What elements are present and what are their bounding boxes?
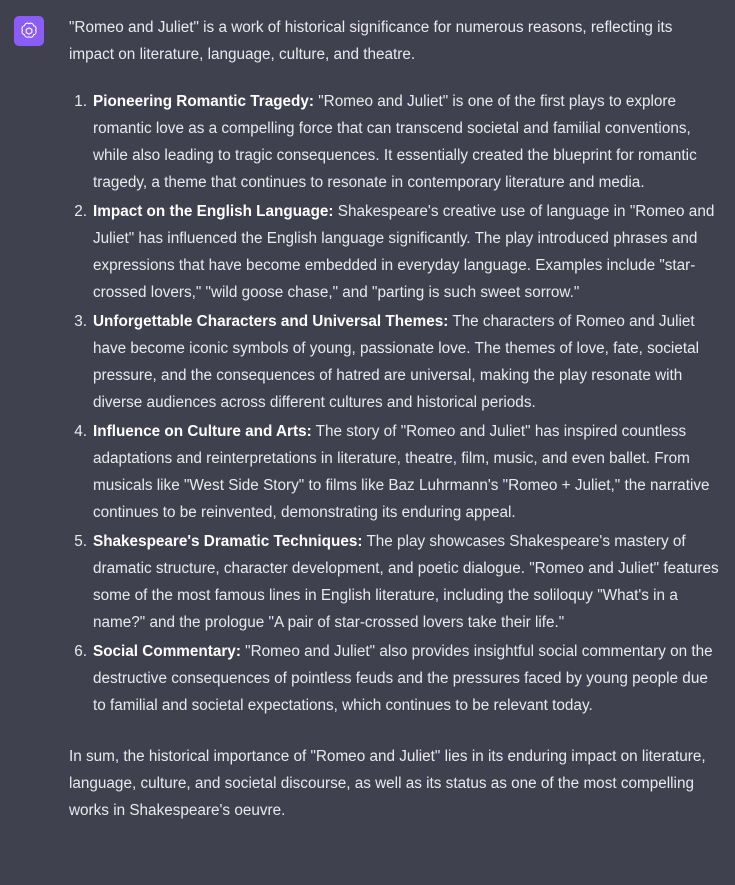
list-item-text: The characters of Romeo and Juliet have become iconic symbols of young, passionate love. The themes of love, fate, societal pressure, and the consequences of hatred are universal, making the play resonate with diverse audiences across different cultures and historical periods.: [93, 313, 699, 411]
points-list: [69, 88, 721, 719]
message-content: [69, 14, 721, 824]
list-item-lead: Shakespeare's Dramatic Techniques:: [93, 533, 363, 550]
list-item-lead: Unforgettable Characters and Universal Themes:: [93, 313, 449, 330]
summary-paragraph: In sum, the historical importance of "Romeo and Juliet" lies in its enduring impact on literature, language, culture, and societal discourse, as well as its status as one of the most compelling works in Shakespeare's oeuvre.: [69, 748, 706, 819]
assistant-avatar: [14, 16, 44, 46]
list-item-lead: Social Commentary:: [93, 643, 241, 660]
intro-paragraph: "Romeo and Juliet" is a work of historical significance for numerous reasons, reflecting its impact on literature, language, culture, and theatre.: [69, 19, 673, 63]
list-item-text: "Romeo and Juliet" is one of the first plays to explore romantic love as a compelling force that can transcend societal and familial conventions, while also leading to tragic consequences. It essentially created the blueprint for romantic tragedy, a theme that continues to resonate in contemporary literature and media.: [93, 93, 697, 191]
list-item: [91, 308, 721, 416]
list-item-text: Shakespeare's creative use of language in "Romeo and Juliet" has influenced the English language significantly. The play introduced phrases and expressions that have become embedded in everyday language. Examples include "star-crossed lovers," "wild goose chase," and "parting is such sweet sorrow.": [93, 203, 715, 301]
list-item-text: The play showcases Shakespeare's mastery of dramatic structure, character development, and poetic dialogue. "Romeo and Juliet" features some of the most famous lines in English literature, including the soliloquy "What's in a name?" and the prologue "A pair of star-crossed lovers take their life.": [93, 533, 719, 631]
list-item: [91, 638, 721, 719]
list-item: [91, 88, 721, 196]
openai-logo-icon: [19, 21, 39, 41]
list-item-lead: Influence on Culture and Arts:: [93, 423, 312, 440]
list-item-text: The story of "Romeo and Juliet" has inspired countless adaptations and reinterpretations in literature, theatre, film, music, and even ballet. From musicals like "West Side Story" to films like Baz Luhrmann's "Romeo + Juliet," the narrative continues to be reinvented, demonstrating its enduring appeal.: [93, 423, 710, 521]
list-item: [91, 418, 721, 526]
list-item-text: "Romeo and Juliet" also provides insightful social commentary on the destructive consequences of pointless feuds and the pressures faced by young people due to familial and societal expectations, which continues to be relevant today.: [93, 643, 713, 714]
list-item: [91, 198, 721, 306]
list-item: [91, 528, 721, 636]
list-item-lead: Impact on the English Language:: [93, 203, 334, 220]
list-item-lead: Pioneering Romantic Tragedy:: [93, 93, 314, 110]
